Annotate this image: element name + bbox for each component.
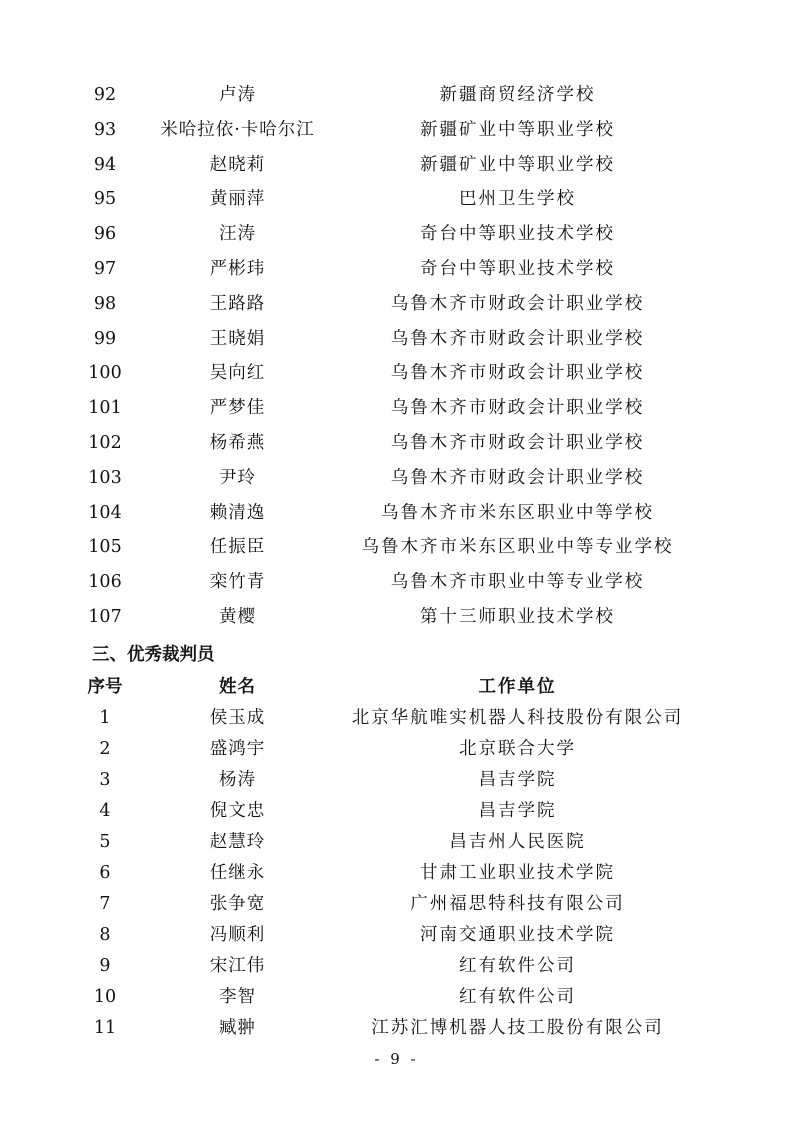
row-unit: 乌鲁木齐市财政会计职业学校	[390, 467, 645, 488]
row-name: 张争宽	[209, 894, 266, 914]
row-name: 卢涛	[219, 85, 256, 105]
row-unit: 乌鲁木齐市财政会计职业学校	[390, 328, 645, 349]
row-unit: 奇台中等职业技术学校	[420, 224, 615, 245]
page-number: - 9 -	[374, 1050, 419, 1068]
row-name: 赖清逸	[209, 502, 266, 523]
row-number: 92	[93, 85, 117, 105]
row-name: 汪涛	[219, 224, 256, 245]
row-number: 3	[99, 770, 111, 790]
table-row	[0, 287, 793, 321]
row-name: 赵慧玲	[209, 832, 266, 852]
table-row	[0, 356, 793, 390]
section-title: 三、优秀裁判员	[92, 645, 215, 665]
table-row	[0, 461, 793, 495]
row-name: 尹玲	[219, 467, 256, 488]
row-number: 104	[88, 502, 122, 523]
row-number: 1	[99, 708, 111, 728]
row-number: 8	[99, 925, 111, 945]
row-name: 宋江伟	[209, 956, 266, 976]
table-row	[0, 565, 793, 599]
table-row	[0, 796, 793, 827]
table-row	[0, 182, 793, 216]
table-row	[0, 920, 793, 951]
row-number: 103	[88, 467, 122, 488]
row-unit: 红有软件公司	[459, 956, 576, 976]
row-unit: 甘肃工业职业技术学院	[420, 863, 615, 883]
row-name: 赵晓莉	[209, 154, 266, 175]
row-number: 2	[99, 739, 111, 759]
row-unit: 河南交通职业技术学院	[420, 925, 615, 945]
row-number: 100	[88, 363, 122, 384]
table-row	[0, 1013, 793, 1044]
table-row	[0, 113, 793, 147]
row-unit: 昌吉州人民医院	[449, 832, 586, 852]
row-unit: 新疆商贸经济学校	[439, 85, 596, 105]
table-row	[0, 734, 793, 765]
row-name: 臧翀	[219, 1018, 256, 1038]
row-unit: 昌吉学院	[478, 801, 557, 821]
row-unit: 乌鲁木齐市财政会计职业学校	[390, 363, 645, 384]
row-number: 101	[88, 398, 122, 419]
table-row	[0, 530, 793, 564]
row-number: 97	[93, 259, 117, 279]
row-name: 任继永	[209, 863, 266, 883]
row-unit: 广州福思特科技有限公司	[410, 894, 625, 914]
row-unit: 北京华航唯实机器人科技股份有限公司	[351, 708, 684, 728]
table-row	[0, 322, 793, 356]
table-row	[0, 217, 793, 251]
row-name: 严梦佳	[209, 398, 266, 419]
row-number: 106	[88, 572, 122, 593]
row-name: 冯顺利	[209, 925, 266, 945]
row-number: 99	[93, 328, 117, 349]
row-number: 11	[93, 1018, 117, 1038]
table-row	[0, 951, 793, 982]
table-row	[0, 426, 793, 460]
row-unit: 乌鲁木齐市米东区职业中等学校	[381, 502, 654, 523]
row-name: 王路路	[209, 293, 266, 314]
row-name: 王晓娟	[209, 328, 266, 349]
table-row	[0, 858, 793, 889]
row-number: 105	[88, 537, 122, 558]
row-unit: 江苏汇博机器人技工股份有限公司	[371, 1018, 664, 1038]
row-name: 黄樱	[219, 607, 256, 627]
row-unit: 乌鲁木齐市职业中等专业学校	[390, 572, 645, 593]
row-unit: 第十三师职业技术学校	[420, 607, 615, 627]
row-number: 5	[99, 832, 111, 852]
header-unit: 工作单位	[478, 677, 557, 697]
row-name: 吴向红	[209, 363, 266, 384]
row-unit: 乌鲁木齐市米东区职业中等专业学校	[361, 537, 674, 558]
row-name: 栾竹青	[209, 572, 266, 593]
table-row	[0, 703, 793, 734]
row-unit: 新疆矿业中等职业学校	[420, 154, 615, 175]
row-unit: 新疆矿业中等职业学校	[420, 119, 615, 140]
row-number: 10	[93, 987, 117, 1007]
row-name: 严彬玮	[209, 259, 266, 279]
row-name: 盛鸿宇	[209, 739, 266, 759]
row-name: 李智	[219, 987, 256, 1007]
row-number: 95	[93, 189, 117, 210]
row-name: 杨希燕	[209, 433, 266, 453]
row-number: 4	[99, 801, 111, 821]
header-num: 序号	[87, 677, 123, 697]
table-row	[0, 78, 793, 112]
row-number: 9	[99, 956, 111, 976]
table-header-row	[0, 672, 793, 703]
table-row	[0, 827, 793, 858]
row-unit: 乌鲁木齐市财政会计职业学校	[390, 398, 645, 419]
row-name: 黄丽萍	[209, 189, 266, 210]
table-row	[0, 889, 793, 920]
row-name: 杨涛	[219, 770, 256, 790]
table-row	[0, 496, 793, 530]
row-unit: 红有软件公司	[459, 987, 576, 1007]
table-row	[0, 982, 793, 1013]
row-unit: 奇台中等职业技术学校	[420, 259, 615, 279]
row-number: 107	[88, 607, 122, 627]
row-name: 米哈拉依·卡哈尔江	[160, 119, 315, 140]
row-number: 94	[93, 154, 117, 175]
row-unit: 昌吉学院	[478, 770, 557, 790]
row-name: 倪文忠	[209, 801, 266, 821]
table-row	[0, 600, 793, 634]
row-unit: 乌鲁木齐市财政会计职业学校	[390, 433, 645, 453]
row-unit: 乌鲁木齐市财政会计职业学校	[390, 293, 645, 314]
row-number: 93	[93, 119, 117, 140]
table-row	[0, 765, 793, 796]
row-unit: 北京联合大学	[459, 739, 576, 759]
table-row	[0, 391, 793, 425]
row-name: 侯玉成	[209, 708, 266, 728]
row-number: 6	[99, 863, 111, 883]
row-number: 96	[93, 224, 117, 245]
row-number: 102	[88, 433, 122, 453]
row-name: 任振臣	[209, 537, 266, 558]
row-unit: 巴州卫生学校	[459, 189, 576, 210]
row-number: 7	[99, 894, 111, 914]
header-name: 姓名	[219, 677, 256, 697]
table-row	[0, 148, 793, 182]
row-number: 98	[93, 293, 117, 314]
table-row	[0, 252, 793, 286]
